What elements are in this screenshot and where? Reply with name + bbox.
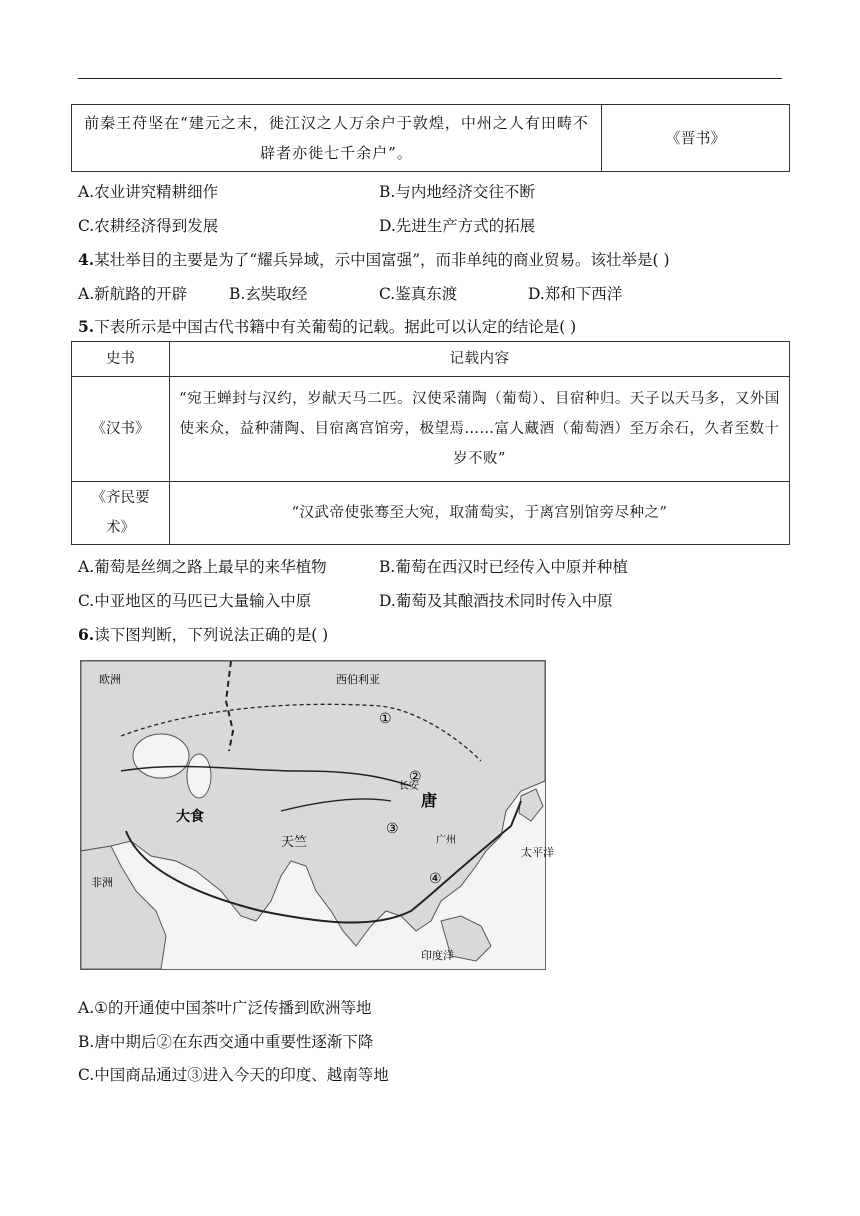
- q6-option-a[interactable]: A.①的开通使中国茶叶广泛传播到欧洲等地: [78, 999, 372, 1017]
- table-row: [72, 482, 790, 545]
- label-chang-an: 长安: [399, 781, 419, 792]
- q5-option-c[interactable]: C.中亚地区的马匹已大量输入中原: [78, 592, 312, 610]
- q5-text: 下表所示是中国古代书籍中有关葡萄的记载。据此可以认定的结论是( ): [94, 318, 577, 336]
- row-content: “汉武帝使张骞至大宛，取蒲萄实，于离宫别馆旁尽种之”: [170, 482, 790, 545]
- grape-records-table: [71, 341, 790, 545]
- header-source: 史书: [72, 342, 170, 377]
- q5-option-a[interactable]: A.葡萄是丝绸之路上最早的来华植物: [78, 558, 327, 576]
- q6-stem: [78, 623, 328, 645]
- table-header-row: [72, 342, 790, 377]
- label-siberia: 西伯利亚: [336, 673, 380, 686]
- quote-table: [71, 104, 790, 172]
- q3-option-c[interactable]: C.农耕经济得到发展: [78, 217, 219, 235]
- label-guangzhou: 广州: [436, 835, 456, 846]
- q4-number: 4.: [78, 250, 95, 269]
- header-rule: [78, 78, 782, 79]
- q3-option-d[interactable]: D.先进生产方式的拓展: [379, 217, 536, 235]
- label-pacific: 太平洋: [521, 846, 554, 859]
- q5-option-b[interactable]: B.葡萄在西汉时已经传入中原并种植: [379, 558, 628, 576]
- q3-option-b[interactable]: B.与内地经济交往不断: [379, 183, 535, 201]
- row-source: 《汉书》: [72, 377, 170, 482]
- marker-3: ③: [386, 821, 399, 837]
- q6-option-b[interactable]: B.唐中期后②在东西交通中重要性逐渐下降: [78, 1033, 374, 1051]
- marker-1: ①: [379, 711, 392, 727]
- quote-source: 《晋书》: [602, 105, 790, 172]
- q6-number: 6.: [78, 625, 95, 644]
- q6-option-c[interactable]: C.中国商品通过③进入今天的印度、越南等地: [78, 1066, 389, 1084]
- label-tang: 唐: [421, 791, 438, 810]
- q5-option-d[interactable]: D.葡萄及其酿酒技术同时传入中原: [379, 592, 613, 610]
- table-row: [72, 105, 790, 172]
- header-content: 记载内容: [170, 342, 790, 377]
- caspian-sea: [187, 754, 211, 798]
- q4-stem: [78, 248, 670, 270]
- label-africa: 非洲: [91, 876, 113, 889]
- q5-number: 5.: [78, 317, 95, 336]
- marker-2: ②: [409, 769, 422, 785]
- label-tianzhu: 天竺: [281, 835, 308, 850]
- row-content: “宛王蝉封与汉约，岁献天马二匹。汉使采蒲陶（葡萄）、目宿种归。天子以天马多，又外国使来众，益种蒲陶、目宿离宫馆旁，极望焉……富人藏酒（葡萄酒）至万余石，久者至数十岁不败”: [170, 377, 790, 482]
- silk-road-map: [80, 660, 554, 970]
- q5-stem: [78, 315, 576, 337]
- q4-option-c[interactable]: C.鉴真东渡: [379, 285, 458, 303]
- label-arabia: 大食: [176, 809, 204, 825]
- q3-option-a[interactable]: A.农业讲究精耕细作: [78, 183, 219, 201]
- row-source: 《齐民要术》: [72, 482, 170, 545]
- q4-option-d[interactable]: D.郑和下西洋: [528, 285, 623, 303]
- marker-4: ④: [429, 871, 442, 887]
- label-indian-ocean: 印度洋: [421, 949, 454, 962]
- label-europe: 欧洲: [99, 673, 121, 686]
- q4-option-b[interactable]: B.玄奘取经: [229, 285, 308, 303]
- black-sea: [133, 734, 189, 778]
- q6-text: 读下图判断，下列说法正确的是( ): [94, 626, 329, 644]
- quote-text: 前秦王苻坚在“建元之末，徙江汉之人万余户于敦煌，中州之人有田畴不辟者亦徙七千余户”。: [72, 105, 602, 172]
- q4-text: 某壮举目的主要是为了“耀兵异域，示中国富强”，而非单纯的商业贸易。该壮举是( ): [94, 251, 670, 269]
- q4-option-a[interactable]: A.新航路的开辟: [78, 285, 188, 303]
- table-row: [72, 377, 790, 482]
